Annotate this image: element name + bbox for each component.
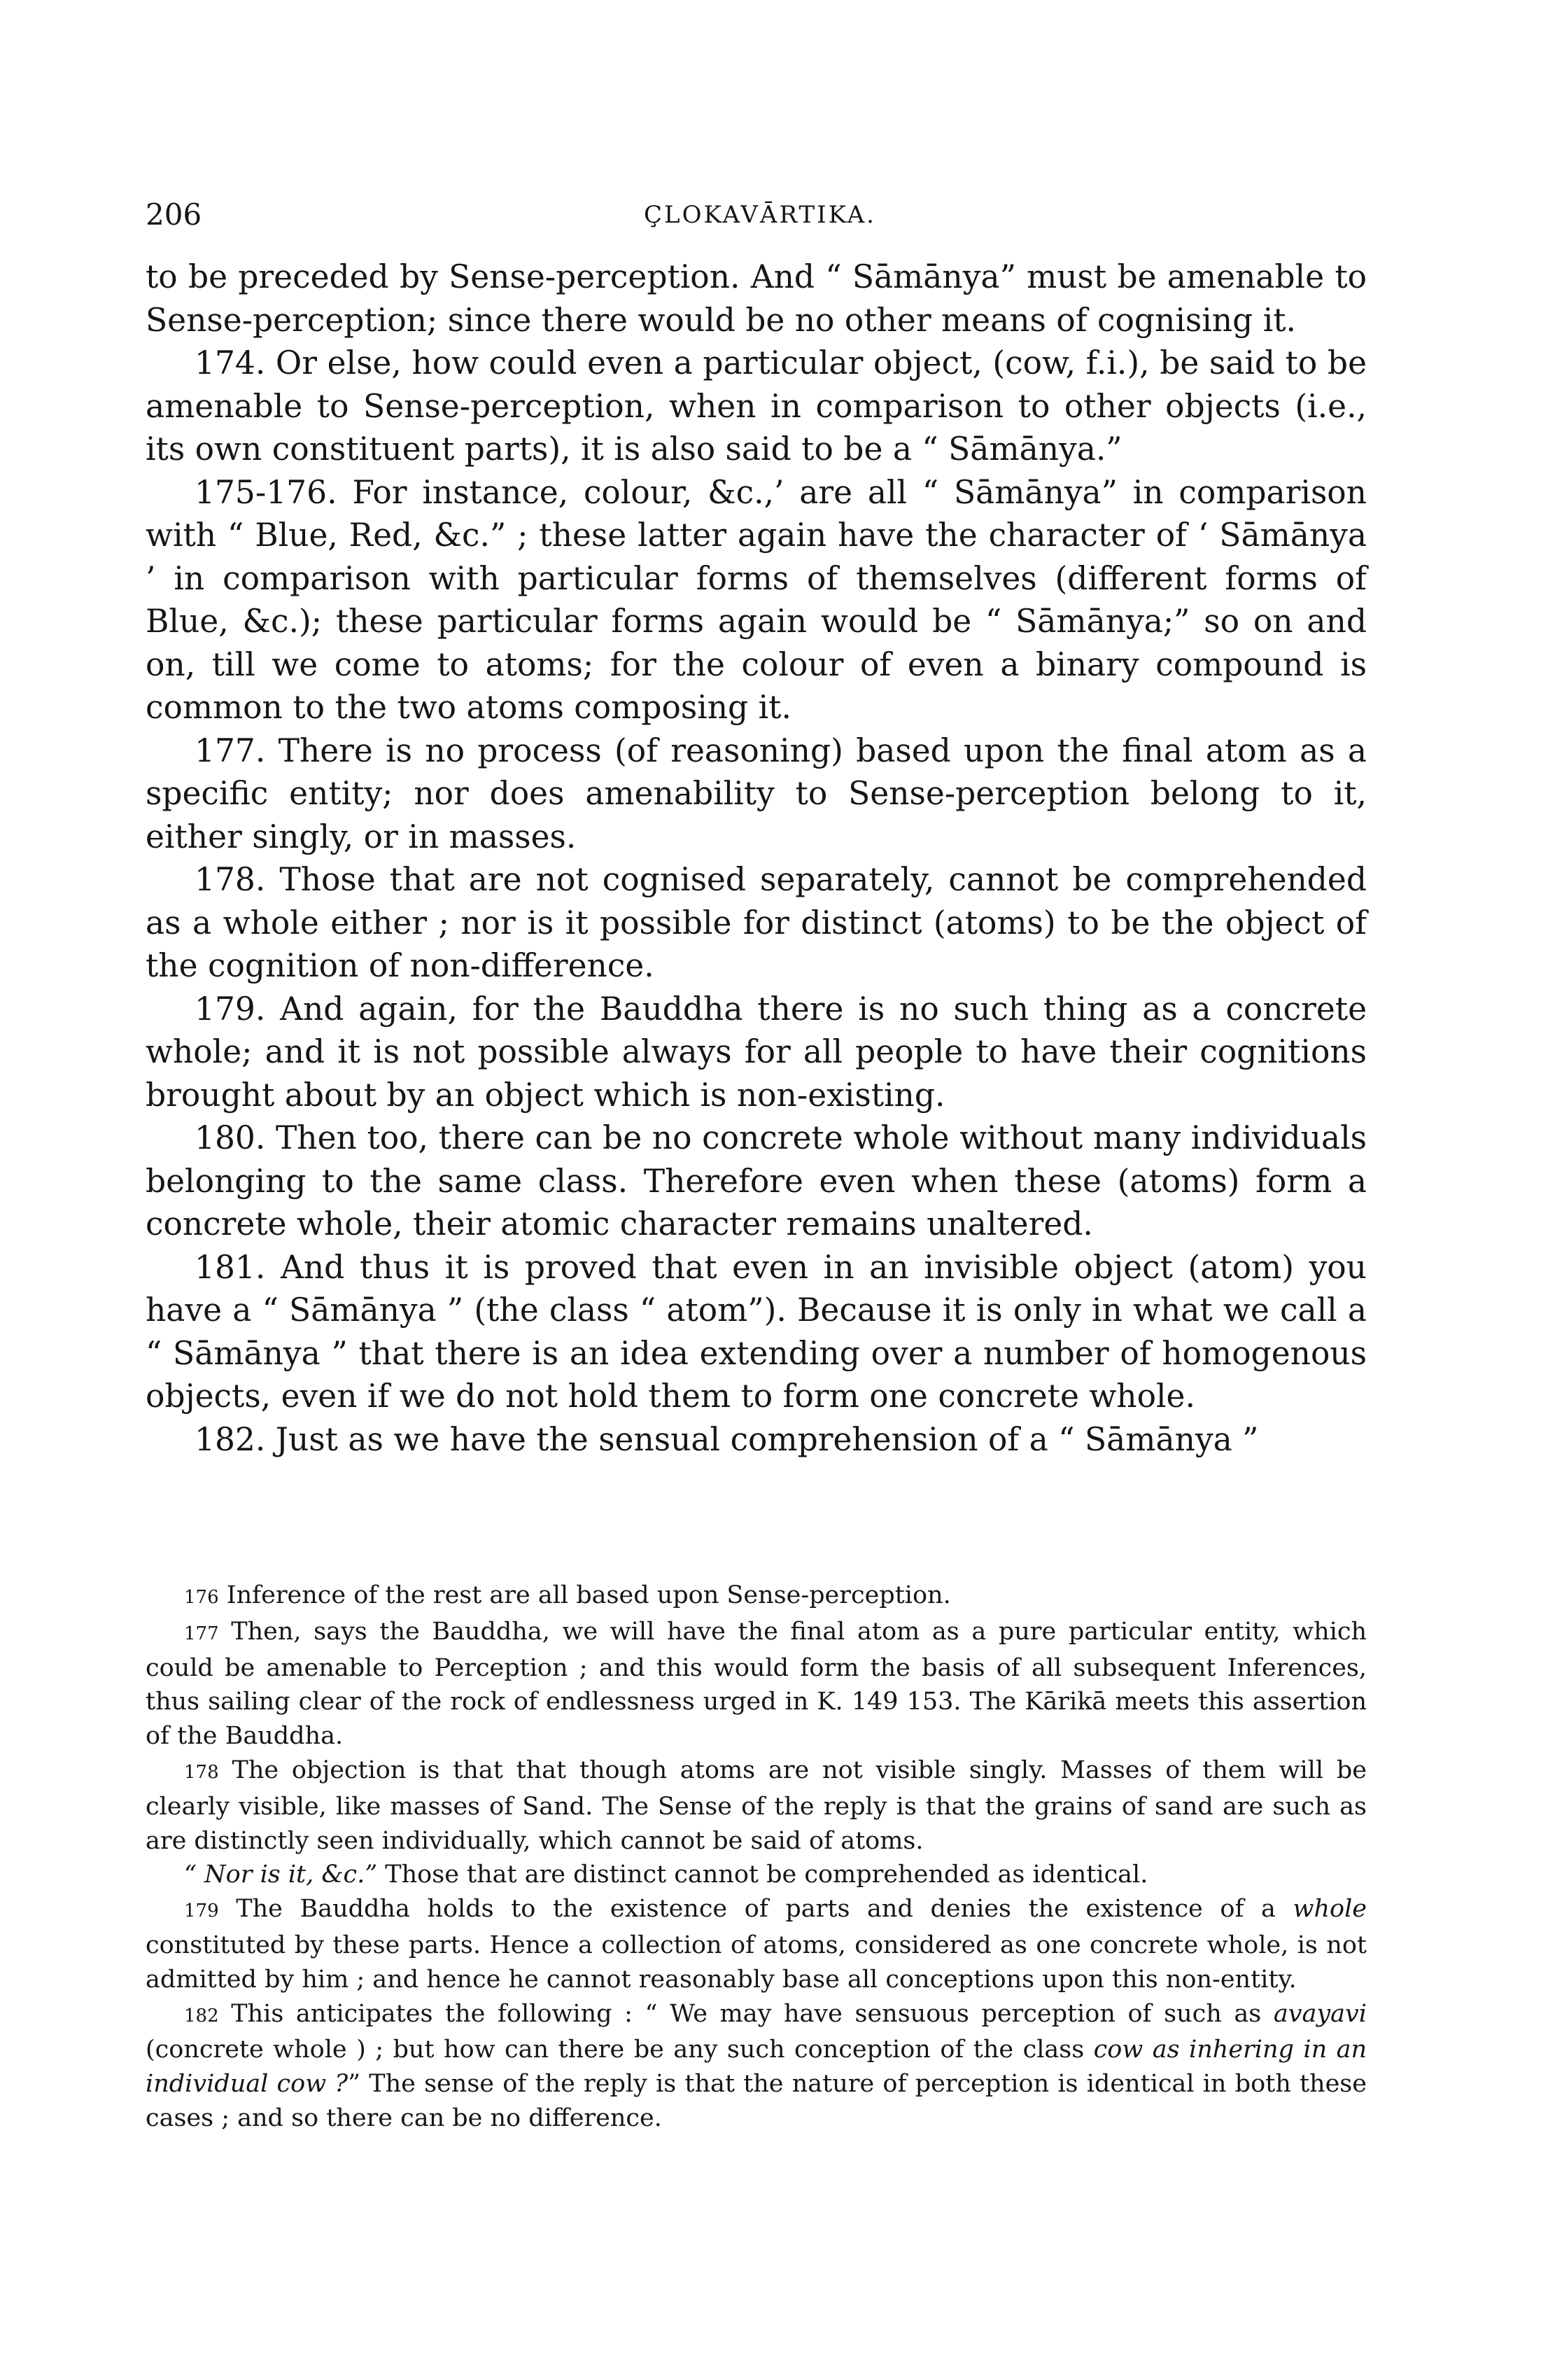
footnote-emphasis: cow as inhering in an individual cow ? <box>146 2036 1367 2099</box>
footnote-182 <box>146 1997 1367 2136</box>
verse-178: 178. Those that are not cognised separately, cannot be comprehended as a whole either ; nor is it possible for distinct (atoms) to be the object of the cognition of non-difference. <box>146 861 1367 984</box>
footnote-number: 176 <box>184 1587 219 1608</box>
footnote-number: 182 <box>184 2005 219 2026</box>
footnote-text: The objection is that that though atoms are not visible singly. Masses of them will be clearly visible, like masses of Sand. The Sense of the reply is that the grains of sand are such as are distinctly seen individually, which cannot be said of atoms. <box>146 1756 1367 1855</box>
verse-181: 181. And thus it is proved that even in an invisible object (atom) you have a “ Sāmānya ” (the class “ atom”). Because it is only in what we call a “ Sāmānya ” that there is an idea extending over a number of homogenous objects, even if we do not hold them to form one concrete whole. <box>146 1248 1367 1415</box>
footnote-176 <box>146 1578 1367 1615</box>
verse-175-176: 175-176. For instance, colour, &c.,’ are all “ Sāmānya” in comparison with “ Blue, Red, &c.” ; these latter again have the character of ‘ Sāmānya ’ in comparison with particular forms of themselves (different forms of Blue, &c.); these particular forms again would be “ Sāmānya;” so on and on, till we come to atoms; for the colour of even a binary compound is common to the two atoms composing it. <box>146 473 1367 726</box>
footnote-178 <box>146 1754 1367 1858</box>
footnote-text: Inference of the rest are all based upon Sense-perception. <box>226 1581 951 1609</box>
running-title: ÇLOKAVĀRTIKA. <box>644 201 876 229</box>
footnote-text: constituted by these parts. Hence a collection of atoms, considered as one concrete whole, is not admitted by him ; and hence he cannot reasonably base all conceptions upon this non-entity. <box>146 1931 1367 1994</box>
footnote-number: 177 <box>184 1623 219 1644</box>
footnote-text: ” The sense of the reply is that the nature of perception is identical in both these cases ; and so there can be no difference. <box>146 2070 1367 2132</box>
verse-179: 179. And again, for the Bauddha there is no such thing as a concrete whole; and it is not possible always for all people to have their cognitions brought about by an object which is non-existing. <box>146 990 1367 1114</box>
footnote-178-continued <box>146 1858 1367 1892</box>
footnote-text: This anticipates the following : “ We may have sensuous perception of such as <box>231 1999 1262 2028</box>
paragraph-continuation: to be preceded by Sense-perception. And “ Sāmānya” must be amenable to Sense-perception; since there would be no other means of cognising it. <box>146 258 1367 339</box>
footnote-quote: “ Nor is it, &c.” <box>184 1861 378 1889</box>
footnote-text: (concrete whole ) ; but how can there be any such conception of the class <box>146 2036 1085 2064</box>
verse-182: 182. Just as we have the sensual comprehension of a “ Sāmānya ” <box>195 1420 1259 1458</box>
footnote-text: The Bauddha holds to the existence of parts and denies the existence of a <box>236 1895 1276 1924</box>
verse-174: 174. Or else, how could even a particular object, (cow, f.i.), be said to be amenable to Sense-perception, when in comparison to other objects (i.e., its own constituent parts), it is also said to be a “ Sāmānya.” <box>146 344 1367 468</box>
main-text <box>146 255 1367 1461</box>
verse-177: 177. There is no process (of reasoning) based upon the final atom as a specific entity; nor does amenability to Sense-perception belong to it, either singly, or in masses. <box>146 732 1367 855</box>
footnote-number: 179 <box>184 1900 219 1922</box>
footnote-emphasis: avayavi <box>1273 1999 1367 2028</box>
footnote-177 <box>146 1615 1367 1754</box>
footnote-text: Then, says the Bauddha, we will have the final atom as a pure particular entity, which could be amenable to Perception ; and this would form the basis of all subsequent Inferences, thus sailing clear of the rock of endlessness urged in K. 149 153. The Kārikā meets this assertion of the Bauddha. <box>146 1617 1367 1751</box>
footnote-179 <box>146 1892 1367 1996</box>
verse-180: 180. Then too, there can be no concrete whole without many individuals belonging to the same class. Therefore even when these (atoms) form a concrete whole, their atomic character remains unaltered. <box>146 1119 1367 1242</box>
page-number: 206 <box>146 197 202 232</box>
footnotes <box>146 1578 1367 2136</box>
footnote-text: Those that are distinct cannot be comprehended as identical. <box>385 1861 1148 1889</box>
footnote-emphasis: whole <box>1293 1895 1367 1924</box>
footnote-number: 178 <box>184 1761 219 1783</box>
